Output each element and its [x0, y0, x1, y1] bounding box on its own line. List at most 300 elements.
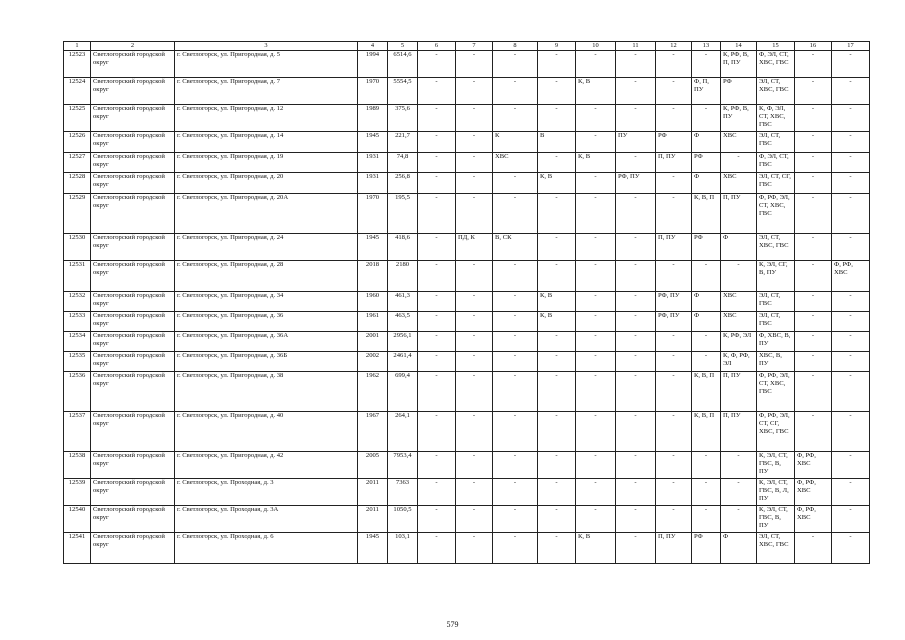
cell-col-8: -	[493, 260, 538, 291]
cell-col-13: -	[692, 351, 721, 371]
cell-col-7: -	[456, 152, 493, 172]
cell-entry-number: 12539	[64, 478, 91, 505]
cell-col-14: П, ПУ	[721, 371, 757, 411]
cell-col-6: -	[418, 152, 456, 172]
cell-col-9: -	[538, 451, 576, 478]
cell-year: 1970	[358, 77, 388, 104]
cell-col-8: -	[493, 50, 538, 77]
cell-col-12: РФ, ПУ	[656, 311, 692, 331]
cell-col-12: -	[656, 77, 692, 104]
cell-col-11: -	[616, 411, 656, 451]
cell-col-12: -	[656, 193, 692, 233]
cell-col-15: ЭЛ, СТ, ХВС, ГВС	[757, 532, 795, 563]
cell-entry-number: 12541	[64, 532, 91, 563]
cell-col-12: -	[656, 371, 692, 411]
cell-col-16: -	[795, 193, 832, 233]
cell-col-16: -	[795, 233, 832, 260]
cell-address: г. Светлогорск, ул. Пригородная, д. 19	[175, 152, 358, 172]
cell-col-7: -	[456, 193, 493, 233]
column-header: 3	[175, 42, 358, 51]
cell-col-12: -	[656, 331, 692, 351]
cell-address: г. Светлогорск, ул. Пригородная, д. 12	[175, 104, 358, 131]
cell-col-8: К	[493, 131, 538, 152]
cell-col-7: -	[456, 291, 493, 311]
cell-col-8: -	[493, 532, 538, 563]
cell-col-12: -	[656, 505, 692, 532]
cell-year: 1970	[358, 193, 388, 233]
cell-area: 195,5	[388, 193, 418, 233]
cell-col-15: К, ЭЛ, СГ, В, ПУ	[757, 260, 795, 291]
cell-district: Светлогорский городской округ	[91, 104, 175, 131]
cell-col-14: -	[721, 505, 757, 532]
cell-col-8: -	[493, 291, 538, 311]
cell-col-8: -	[493, 331, 538, 351]
cell-address: г. Светлогорск, ул. Пригородная, д. 36Б	[175, 351, 358, 371]
cell-col-16: Ф, РФ, ХВС	[795, 451, 832, 478]
cell-col-14: К, РФ, В, ПУ	[721, 104, 757, 131]
cell-col-13: Ф	[692, 172, 721, 193]
cell-col-11: -	[616, 311, 656, 331]
cell-col-13: РФ	[692, 152, 721, 172]
cell-col-12: -	[656, 451, 692, 478]
cell-col-9: -	[538, 532, 576, 563]
cell-col-17: -	[832, 77, 870, 104]
cell-col-11: -	[616, 233, 656, 260]
cell-col-14: П, ПУ	[721, 193, 757, 233]
cell-col-6: -	[418, 50, 456, 77]
cell-col-9: -	[538, 331, 576, 351]
cell-district: Светлогорский городской округ	[91, 505, 175, 532]
cell-entry-number: 12536	[64, 371, 91, 411]
cell-col-14: Ф	[721, 233, 757, 260]
cell-col-7: -	[456, 260, 493, 291]
cell-entry-number: 12540	[64, 505, 91, 532]
cell-col-16: -	[795, 104, 832, 131]
cell-district: Светлогорский городской округ	[91, 50, 175, 77]
cell-col-9: -	[538, 351, 576, 371]
cell-area: 375,6	[388, 104, 418, 131]
cell-col-13: -	[692, 331, 721, 351]
cell-col-6: -	[418, 172, 456, 193]
cell-col-10: -	[576, 371, 616, 411]
cell-address: г. Светлогорск, ул. Пригородная, д. 38	[175, 371, 358, 411]
cell-col-7: ПД, К	[456, 233, 493, 260]
cell-col-7: -	[456, 311, 493, 331]
cell-col-8: -	[493, 505, 538, 532]
cell-col-10: К, В	[576, 532, 616, 563]
cell-area: 699,4	[388, 371, 418, 411]
cell-year: 1994	[358, 50, 388, 77]
cell-area: 2956,1	[388, 331, 418, 351]
cell-col-17: -	[832, 104, 870, 131]
cell-col-13: -	[692, 50, 721, 77]
cell-col-17: -	[832, 50, 870, 77]
cell-col-13: РФ	[692, 233, 721, 260]
cell-col-15: Ф, РФ, ЭЛ, СТ, ХВС, ГВС	[757, 371, 795, 411]
cell-address: г. Светлогорск, ул. Проходная, д. 3А	[175, 505, 358, 532]
column-header: 10	[576, 42, 616, 51]
table-row	[64, 193, 870, 233]
cell-entry-number: 12524	[64, 77, 91, 104]
cell-col-7: -	[456, 411, 493, 451]
cell-col-12: -	[656, 478, 692, 505]
cell-col-17: -	[832, 351, 870, 371]
header-row	[64, 42, 870, 51]
cell-col-10: -	[576, 260, 616, 291]
cell-col-7: -	[456, 451, 493, 478]
cell-year: 2005	[358, 451, 388, 478]
cell-col-14: -	[721, 152, 757, 172]
cell-col-8: -	[493, 451, 538, 478]
cell-col-14: -	[721, 478, 757, 505]
cell-col-9: К, В	[538, 311, 576, 331]
cell-entry-number: 12537	[64, 411, 91, 451]
cell-col-9: К, В	[538, 291, 576, 311]
cell-col-13: Ф	[692, 291, 721, 311]
cell-area: 221,7	[388, 131, 418, 152]
column-header: 14	[721, 42, 757, 51]
column-header: 15	[757, 42, 795, 51]
cell-address: г. Светлогорск, ул. Пригородная, д. 20А	[175, 193, 358, 233]
cell-col-11: -	[616, 104, 656, 131]
cell-year: 1961	[358, 311, 388, 331]
cell-col-17: -	[832, 532, 870, 563]
cell-col-13: К, В, П	[692, 193, 721, 233]
cell-col-6: -	[418, 77, 456, 104]
cell-year: 1967	[358, 411, 388, 451]
cell-col-16: -	[795, 331, 832, 351]
cell-district: Светлогорский городской округ	[91, 331, 175, 351]
column-header: 7	[456, 42, 493, 51]
cell-col-17: -	[832, 451, 870, 478]
cell-col-6: -	[418, 260, 456, 291]
cell-address: г. Светлогорск, ул. Пригородная, д. 36А	[175, 331, 358, 351]
cell-area: 103,1	[388, 532, 418, 563]
cell-col-9: -	[538, 260, 576, 291]
cell-area: 74,8	[388, 152, 418, 172]
cell-district: Светлогорский городской округ	[91, 351, 175, 371]
cell-col-17: Ф, РФ, ХВС	[832, 260, 870, 291]
cell-col-8: -	[493, 478, 538, 505]
cell-col-12: -	[656, 411, 692, 451]
cell-area: 5554,5	[388, 77, 418, 104]
table-row	[64, 233, 870, 260]
cell-col-14: ХВС	[721, 291, 757, 311]
cell-col-8: -	[493, 193, 538, 233]
cell-col-10: -	[576, 331, 616, 351]
table-row	[64, 532, 870, 563]
column-header: 2	[91, 42, 175, 51]
cell-col-9: К, В	[538, 172, 576, 193]
cell-col-14: ХВС	[721, 311, 757, 331]
cell-col-11: -	[616, 505, 656, 532]
cell-entry-number: 12531	[64, 260, 91, 291]
table-row	[64, 131, 870, 152]
cell-col-13: Ф, П, ПУ	[692, 77, 721, 104]
cell-col-6: -	[418, 291, 456, 311]
cell-col-10: К, В	[576, 152, 616, 172]
cell-col-15: Ф, РФ, ЭЛ, СТ, ХВС, ГВС	[757, 193, 795, 233]
cell-col-6: -	[418, 478, 456, 505]
cell-col-9: В	[538, 131, 576, 152]
cell-col-7: -	[456, 351, 493, 371]
cell-col-7: -	[456, 331, 493, 351]
cell-col-16: -	[795, 411, 832, 451]
cell-district: Светлогорский городской округ	[91, 152, 175, 172]
cell-col-16: Ф, РФ, ХВС	[795, 505, 832, 532]
cell-col-9: -	[538, 104, 576, 131]
column-header: 12	[656, 42, 692, 51]
table-row	[64, 411, 870, 451]
cell-year: 2002	[358, 351, 388, 371]
cell-area: 1050,5	[388, 505, 418, 532]
cell-col-10: -	[576, 411, 616, 451]
column-header: 11	[616, 42, 656, 51]
cell-year: 1931	[358, 172, 388, 193]
column-header: 16	[795, 42, 832, 51]
cell-col-11: ПУ	[616, 131, 656, 152]
cell-col-16: -	[795, 371, 832, 411]
table-row	[64, 478, 870, 505]
table-row	[64, 50, 870, 77]
cell-district: Светлогорский городской округ	[91, 371, 175, 411]
cell-col-12: -	[656, 172, 692, 193]
cell-entry-number: 12529	[64, 193, 91, 233]
cell-col-6: -	[418, 411, 456, 451]
cell-year: 1989	[358, 104, 388, 131]
cell-col-6: -	[418, 311, 456, 331]
cell-col-15: ХВС, В, ПУ	[757, 351, 795, 371]
cell-address: г. Светлогорск, ул. Проходная, д. 3	[175, 478, 358, 505]
cell-entry-number: 12526	[64, 131, 91, 152]
cell-address: г. Светлогорск, ул. Пригородная, д. 40	[175, 411, 358, 451]
cell-col-14: К, Ф, РФ, ЭЛ	[721, 351, 757, 371]
cell-col-14: ХВС	[721, 131, 757, 152]
cell-col-17: -	[832, 193, 870, 233]
cell-entry-number: 12534	[64, 331, 91, 351]
cell-col-15: Ф, ЭЛ, СТ, ГВС	[757, 152, 795, 172]
cell-col-10: -	[576, 451, 616, 478]
cell-col-9: -	[538, 50, 576, 77]
cell-district: Светлогорский городской округ	[91, 478, 175, 505]
cell-address: г. Светлогорск, ул. Пригородная, д. 5	[175, 50, 358, 77]
cell-col-17: -	[832, 233, 870, 260]
cell-address: г. Светлогорск, ул. Проходная, д. 6	[175, 532, 358, 563]
cell-col-6: -	[418, 233, 456, 260]
cell-col-8: -	[493, 351, 538, 371]
cell-year: 1962	[358, 371, 388, 411]
cell-col-15: ЭЛ, СТ, ХВС, ГВС	[757, 233, 795, 260]
cell-col-9: -	[538, 233, 576, 260]
cell-area: 2461,4	[388, 351, 418, 371]
cell-district: Светлогорский городской округ	[91, 77, 175, 104]
registry-table	[63, 41, 870, 564]
cell-col-7: -	[456, 532, 493, 563]
cell-col-16: -	[795, 291, 832, 311]
cell-col-7: -	[456, 505, 493, 532]
cell-district: Светлогорский городской округ	[91, 193, 175, 233]
cell-year: 1945	[358, 532, 388, 563]
cell-col-15: ЭЛ, СТ, ГВС	[757, 311, 795, 331]
cell-col-12: -	[656, 351, 692, 371]
cell-col-17: -	[832, 172, 870, 193]
cell-col-17: -	[832, 371, 870, 411]
cell-area: 256,8	[388, 172, 418, 193]
cell-col-8: -	[493, 104, 538, 131]
cell-area: 264,1	[388, 411, 418, 451]
column-header: 13	[692, 42, 721, 51]
cell-col-15: ЭЛ, СТ, ГВС	[757, 291, 795, 311]
table-row	[64, 451, 870, 478]
cell-col-8: -	[493, 172, 538, 193]
cell-col-6: -	[418, 532, 456, 563]
cell-area: 461,3	[388, 291, 418, 311]
cell-col-7: -	[456, 104, 493, 131]
cell-col-16: Ф, РФ, ХВС	[795, 478, 832, 505]
cell-col-10: -	[576, 233, 616, 260]
cell-col-16: -	[795, 152, 832, 172]
cell-col-10: -	[576, 104, 616, 131]
cell-year: 2018	[358, 260, 388, 291]
cell-col-9: -	[538, 152, 576, 172]
cell-col-11: -	[616, 532, 656, 563]
cell-address: г. Светлогорск, ул. Пригородная, д. 20	[175, 172, 358, 193]
cell-col-10: -	[576, 505, 616, 532]
cell-col-9: -	[538, 411, 576, 451]
cell-col-15: ЭЛ, СТ, ХВС, ГВС	[757, 77, 795, 104]
column-header: 5	[388, 42, 418, 51]
cell-col-15: К, ЭЛ, СТ, ГВС, В, ПУ	[757, 451, 795, 478]
cell-year: 1945	[358, 233, 388, 260]
cell-col-9: -	[538, 77, 576, 104]
column-header: 17	[832, 42, 870, 51]
cell-col-13: -	[692, 451, 721, 478]
cell-area: 418,6	[388, 233, 418, 260]
cell-year: 2001	[358, 331, 388, 351]
cell-col-9: -	[538, 193, 576, 233]
cell-col-17: -	[832, 411, 870, 451]
cell-address: г. Светлогорск, ул. Пригородная, д. 24	[175, 233, 358, 260]
cell-district: Светлогорский городской округ	[91, 131, 175, 152]
cell-col-11: -	[616, 193, 656, 233]
cell-col-11: -	[616, 50, 656, 77]
cell-col-7: -	[456, 131, 493, 152]
cell-entry-number: 12528	[64, 172, 91, 193]
cell-col-6: -	[418, 351, 456, 371]
column-header: 4	[358, 42, 388, 51]
cell-col-8: -	[493, 77, 538, 104]
cell-district: Светлогорский городской округ	[91, 451, 175, 478]
table-row	[64, 291, 870, 311]
cell-col-12: П, ПУ	[656, 152, 692, 172]
cell-col-9: -	[538, 505, 576, 532]
cell-col-15: Ф, ХВС, В, ПУ	[757, 331, 795, 351]
cell-district: Светлогорский городской округ	[91, 532, 175, 563]
column-header: 1	[64, 42, 91, 51]
table-row	[64, 351, 870, 371]
cell-area: 7953,4	[388, 451, 418, 478]
cell-col-14: -	[721, 260, 757, 291]
cell-entry-number: 12533	[64, 311, 91, 331]
cell-address: г. Светлогорск, ул. Пригородная, д. 34	[175, 291, 358, 311]
column-header: 8	[493, 42, 538, 51]
cell-col-6: -	[418, 193, 456, 233]
cell-col-6: -	[418, 451, 456, 478]
table-row	[64, 104, 870, 131]
table-row	[64, 505, 870, 532]
cell-col-11: -	[616, 478, 656, 505]
cell-col-6: -	[418, 371, 456, 411]
cell-col-16: -	[795, 311, 832, 331]
cell-col-10: К, В	[576, 77, 616, 104]
cell-col-16: -	[795, 351, 832, 371]
cell-address: г. Светлогорск, ул. Пригородная, д. 14	[175, 131, 358, 152]
cell-year: 1960	[358, 291, 388, 311]
cell-area: 463,5	[388, 311, 418, 331]
cell-col-11: РФ, ПУ	[616, 172, 656, 193]
cell-address: г. Светлогорск, ул. Пригородная, д. 42	[175, 451, 358, 478]
cell-col-8: -	[493, 311, 538, 331]
cell-entry-number: 12530	[64, 233, 91, 260]
cell-col-7: -	[456, 50, 493, 77]
cell-col-16: -	[795, 172, 832, 193]
cell-col-7: -	[456, 172, 493, 193]
cell-col-12: П, ПУ	[656, 233, 692, 260]
cell-col-14: ХВС	[721, 172, 757, 193]
table-row	[64, 371, 870, 411]
cell-col-12: -	[656, 260, 692, 291]
cell-col-6: -	[418, 505, 456, 532]
cell-col-12: РФ, ПУ	[656, 291, 692, 311]
cell-year: 2011	[358, 478, 388, 505]
cell-col-14: Ф	[721, 532, 757, 563]
cell-col-14: П, ПУ	[721, 411, 757, 451]
cell-col-13: -	[692, 260, 721, 291]
cell-col-13: К, В, П	[692, 371, 721, 411]
cell-col-8: -	[493, 411, 538, 451]
cell-col-12: -	[656, 104, 692, 131]
table-row	[64, 172, 870, 193]
cell-col-6: -	[418, 331, 456, 351]
cell-col-10: -	[576, 311, 616, 331]
cell-col-6: -	[418, 131, 456, 152]
cell-col-15: К, ЭЛ, СТ, ГВС, В, Л, ПУ	[757, 478, 795, 505]
cell-col-15: Ф, РФ, ЭЛ, СТ, СГ, ХВС, ГВС	[757, 411, 795, 451]
cell-entry-number: 12527	[64, 152, 91, 172]
cell-col-10: -	[576, 193, 616, 233]
cell-col-15: ЭЛ, СТ, СГ, ГВС	[757, 172, 795, 193]
cell-col-16: -	[795, 50, 832, 77]
cell-area: 2180	[388, 260, 418, 291]
cell-col-8: -	[493, 371, 538, 411]
cell-col-17: -	[832, 291, 870, 311]
cell-address: г. Светлогорск, ул. Пригородная, д. 36	[175, 311, 358, 331]
cell-district: Светлогорский городской округ	[91, 233, 175, 260]
cell-address: г. Светлогорск, ул. Пригородная, д. 28	[175, 260, 358, 291]
cell-col-15: Ф, ЭЛ, СТ, ХВС, ГВС	[757, 50, 795, 77]
cell-col-14: -	[721, 451, 757, 478]
cell-year: 1931	[358, 152, 388, 172]
cell-district: Светлогорский городской округ	[91, 311, 175, 331]
cell-col-15: К, Ф, ЭЛ, СТ, ХВС, ГВС	[757, 104, 795, 131]
cell-col-7: -	[456, 77, 493, 104]
cell-col-11: -	[616, 260, 656, 291]
cell-col-7: -	[456, 478, 493, 505]
cell-entry-number: 12525	[64, 104, 91, 131]
cell-col-10: -	[576, 131, 616, 152]
cell-col-12: РФ	[656, 131, 692, 152]
cell-col-8: В, СК	[493, 233, 538, 260]
